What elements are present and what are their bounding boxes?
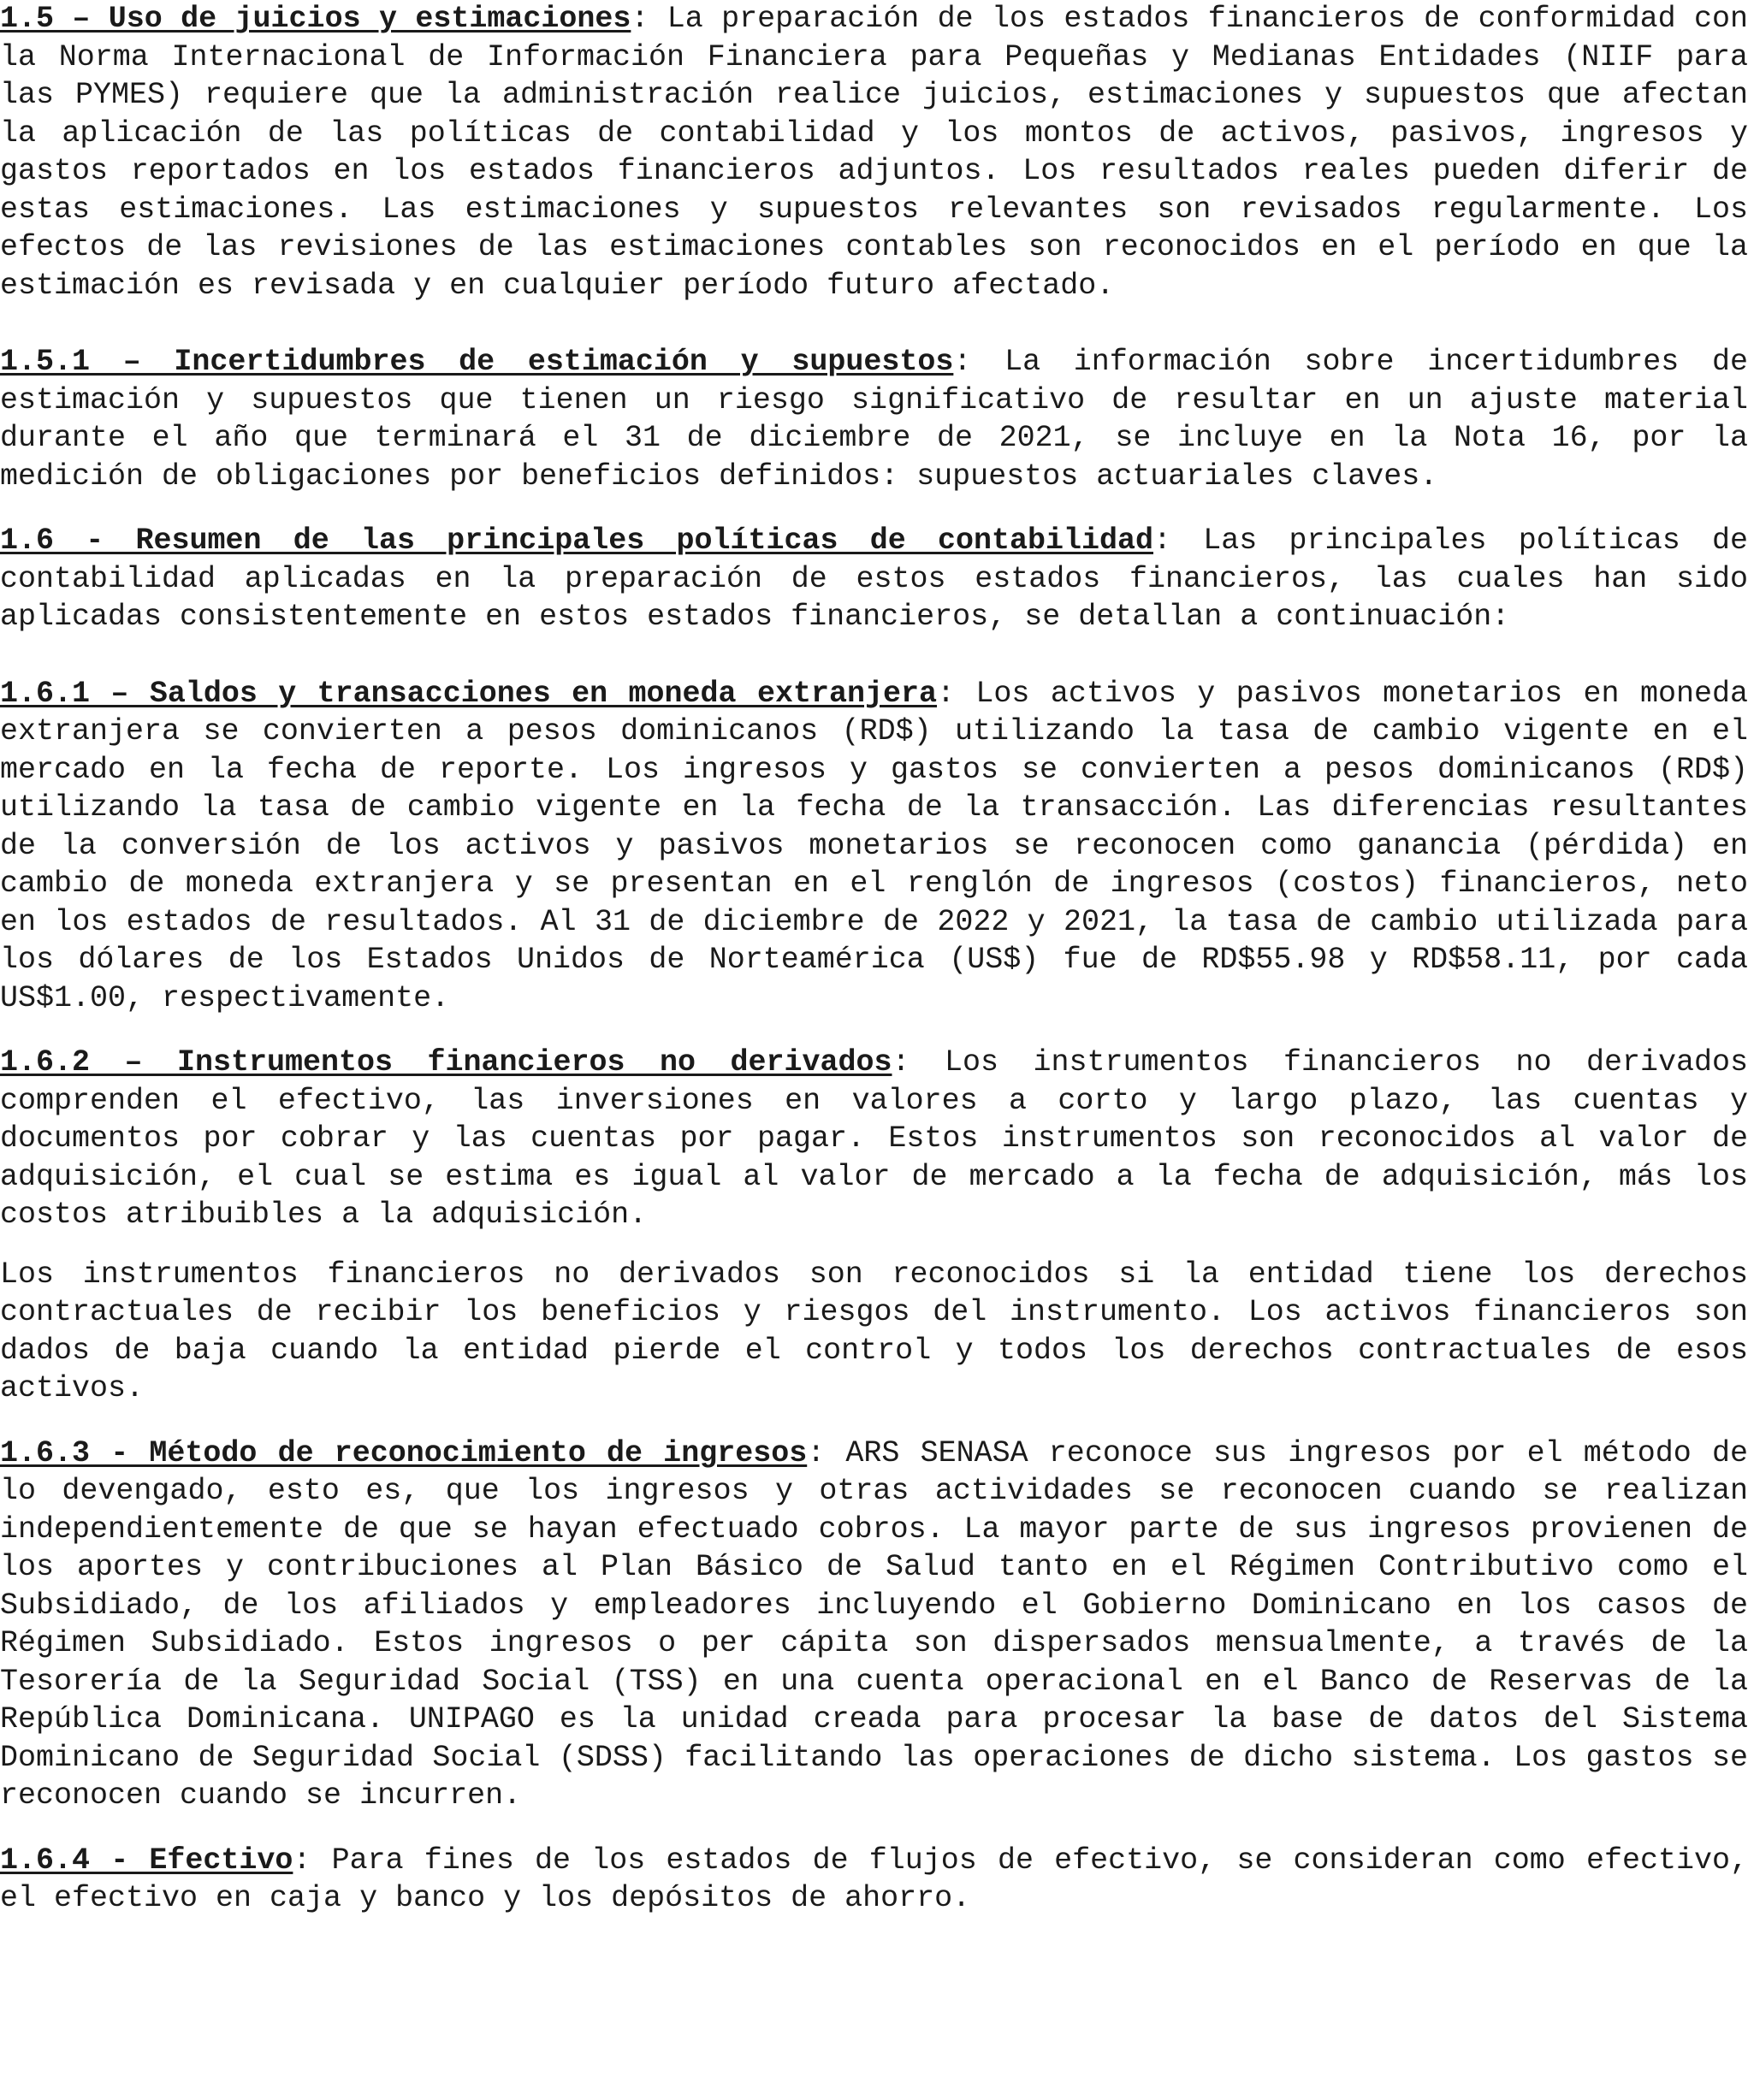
- heading-separator: :: [807, 1435, 826, 1470]
- section-1-6-1: [0, 675, 1748, 1018]
- heading-separator: :: [631, 2, 649, 36]
- section-text: Los instrumentos financieros no derivados son reconocidos si la entidad tiene los derechos contractuales de recibir los beneficios y riesgos del instrumento. Los activos financieros son dados de baja cuando la entidad pierde el control y todos los derechos contractuales de esos activos.: [0, 1257, 1748, 1405]
- heading-separator: :: [953, 345, 972, 379]
- section-text: La información sobre incertidumbres de estimación y supuestos que tienen un riesgo significativo de resultar en un ajuste material durante el año que terminará el 31 de diciembre de 2021, se incluye en la Nota 16, por la medición de obligaciones por beneficios definidos: supuestos actuariales claves.: [0, 345, 1748, 494]
- section-heading: 1.6.4 - Efectivo: [0, 1843, 293, 1878]
- section-1-6: [0, 522, 1748, 636]
- heading-separator: :: [892, 1045, 910, 1080]
- section-heading: 1.6.2 – Instrumentos financieros no derivados: [0, 1045, 892, 1080]
- section-heading: 1.5.1 – Incertidumbres de estimación y supuestos: [0, 345, 954, 379]
- section-heading: 1.6.3 - Método de reconocimiento de ingresos: [0, 1435, 808, 1470]
- heading-separator: :: [1152, 524, 1171, 558]
- section-text: Los activos y pasivos monetarios en moneda extranjera se convierten a pesos dominicanos (RD$) utilizando la tasa de cambio vigente en el mercado en la fecha de reporte. Los ingresos y gastos se convierten a pesos dominicanos (RD$) utilizando la tasa de cambio vigente en la fecha de la transacción. Las diferencias resultantes de la conversión de los activos y pasivos monetarios se reconocen como ganancia (pérdida) en cambio de moneda extranjera y se presentan en el renglón de ingresos (costos) financieros, neto en los estados de resultados. Al 31 de diciembre de 2022 y 2021, la tasa de cambio utilizada para los dólares de los Estados Unidos de Norteamérica (US$) fue de RD$55.98 y RD$58.11, por cada US$1.00, respectivamente.: [0, 676, 1748, 1015]
- section-text: Para fines de los estados de flujos de efectivo, se consideran como efectivo, el efectivo en caja y banco y los depósitos de ahorro.: [0, 1843, 1748, 1915]
- section-text: ARS SENASA reconoce sus ingresos por el método de lo devengado, esto es, que los ingresos y otras actividades se reconocen cuando se realizan independientemente de que se hayan efectuado cobros. La mayor parte de sus ingresos provienen de los aportes y contribuciones al Plan Básico de Salud tanto en el Régimen Contributivo como el Subsidiado, de los afiliados y empleadores incluyendo el Gobierno Dominicano en los casos de Régimen Subsidiado. Estos ingresos o per cápita son dispersados mensualmente, a través de la Tesorería de la Seguridad Social (TSS) en una cuenta operacional en el Banco de Reservas de la República Dominicana. UNIPAGO es la unidad creada para procesar la base de datos del Sistema Dominicano de Seguridad Social (SDSS) facilitando las operaciones de dicho sistema. Los gastos se reconocen cuando se incurren.: [0, 1435, 1748, 1813]
- section-text: Los instrumentos financieros no derivados comprenden el efectivo, las inversiones en valores a corto y largo plazo, las cuentas y documentos por cobrar y las cuentas por pagar. Estos instrumentos son reconocidos al valor de adquisición, el cual se estima es igual al valor de mercado a la fecha de adquisición, más los costos atribuibles a la adquisición.: [0, 1045, 1748, 1232]
- section-1-5-1: [0, 343, 1748, 495]
- section-1-6-4: [0, 1842, 1748, 1918]
- section-1-6-3: [0, 1435, 1748, 1815]
- section-1-6-2: [0, 1044, 1748, 1234]
- section-text: Las principales políticas de contabilidad aplicadas en la preparación de estos estados financieros, las cuales han sido aplicadas consistentemente en estos estados financieros, se detallan a continuación:: [0, 524, 1748, 634]
- heading-separator: :: [293, 1843, 311, 1878]
- section-1-6-2-continued: [0, 1256, 1748, 1408]
- section-heading: 1.6 - Resumen de las principales políticas de contabilidad: [0, 524, 1153, 558]
- section-heading: 1.5 – Uso de juicios y estimaciones: [0, 2, 631, 36]
- heading-separator: :: [937, 676, 956, 711]
- section-1-5: [0, 0, 1748, 305]
- section-heading: 1.6.1 – Saldos y transacciones en moneda extranjera: [0, 676, 937, 711]
- section-text: La preparación de los estados financieros de conformidad con la Norma Internacional de Información Financiera para Pequeñas y Medianas Entidades (NIIF para las PYMES) requiere que la administración realice juicios, estimaciones y supuestos que afectan la aplicación de las políticas de contabilidad y los montos de activos, pasivos, ingresos y gastos reportados en los estados financieros adjuntos. Los resultados reales pueden diferir de estas estimaciones. Las estimaciones y supuestos relevantes son revisados regularmente. Los efectos de las revisiones de las estimaciones contables son reconocidos en el período en que la estimación es revisada y en cualquier período futuro afectado.: [0, 2, 1748, 303]
